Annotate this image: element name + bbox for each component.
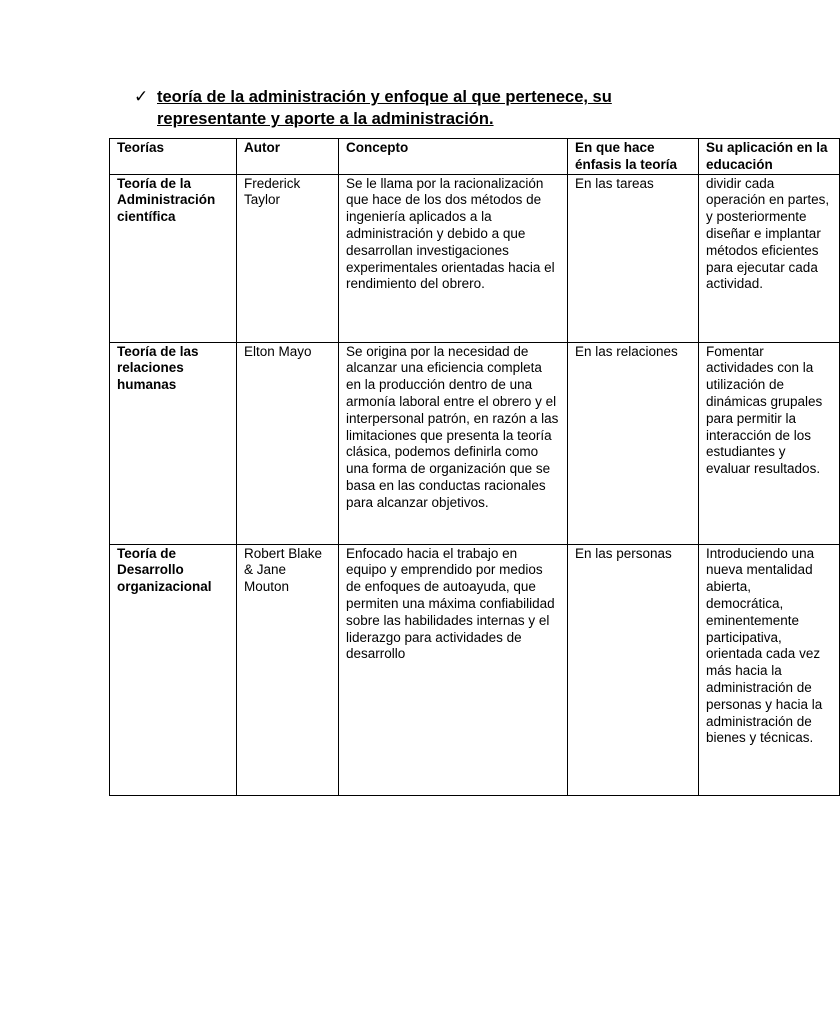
cell-autor: Elton Mayo <box>237 342 339 544</box>
heading-line-1: teoría de la administración y enfoque al que pertenece, su <box>157 88 612 106</box>
cell-aplicacion: dividir cada operación en partes, y posteriormente diseñar e implantar métodos eficientes para ejecutar cada actividad. <box>699 174 840 342</box>
cell-autor: Robert Blake & Jane Mouton <box>237 544 339 795</box>
header-autor: Autor <box>237 139 339 175</box>
cell-teoria: Teoría de Desarrollo organizacional <box>110 544 237 795</box>
table-header-row <box>110 139 840 175</box>
header-enfasis: En que hace énfasis la teoría <box>568 139 699 175</box>
table-row <box>110 544 840 795</box>
table-row <box>110 342 840 544</box>
heading-line-2: representante y aporte a la administración. <box>157 110 494 128</box>
cell-teoria: Teoría de la Administración científica <box>110 174 237 342</box>
cell-concepto: Se origina por la necesidad de alcanzar una eficiencia completa en la producción dentro de una armonía laboral entre el obrero y el interpersonal patrón, en razón a las limitaciones que presenta la teoría clásica, podemos definirla como una forma de organización que se basa en las conductas racionales para alcanzar objetivos. <box>339 342 568 544</box>
cell-teoria: Teoría de las relaciones humanas <box>110 342 237 544</box>
cell-enfasis: En las tareas <box>568 174 699 342</box>
section-heading <box>134 86 754 130</box>
table-row <box>110 174 840 342</box>
checkmark-icon: ✓ <box>134 87 149 107</box>
header-concepto: Concepto <box>339 139 568 175</box>
cell-aplicacion: Fomentar actividades con la utilización de dinámicas grupales para permitir la interacción de los estudiantes y evaluar resultados. <box>699 342 840 544</box>
cell-enfasis: En las relaciones <box>568 342 699 544</box>
cell-aplicacion: Introduciendo una nueva mentalidad abierta, democrática, eminentemente participativa, orientada cada vez más hacia la administración de personas y hacia la administración de bienes y técnicas. <box>699 544 840 795</box>
cell-enfasis: En las personas <box>568 544 699 795</box>
header-aplicacion: Su aplicación en la educación <box>699 139 840 175</box>
cell-autor: Frederick Taylor <box>237 174 339 342</box>
cell-concepto: Enfocado hacia el trabajo en equipo y emprendido por medios de enfoques de autoayuda, que permiten una máxima confiabilidad sobre las habilidades internas y el liderazgo para actividades de desarrollo <box>339 544 568 795</box>
header-teorias: Teorías <box>110 139 237 175</box>
theories-table-container <box>109 138 830 796</box>
theories-table <box>109 138 840 796</box>
cell-concepto: Se le llama por la racionalización que hace de los dos métodos de ingeniería aplicados a la administración y debido a que desarrollan investigaciones experimentales orientadas hacia el rendimiento del obrero. <box>339 174 568 342</box>
